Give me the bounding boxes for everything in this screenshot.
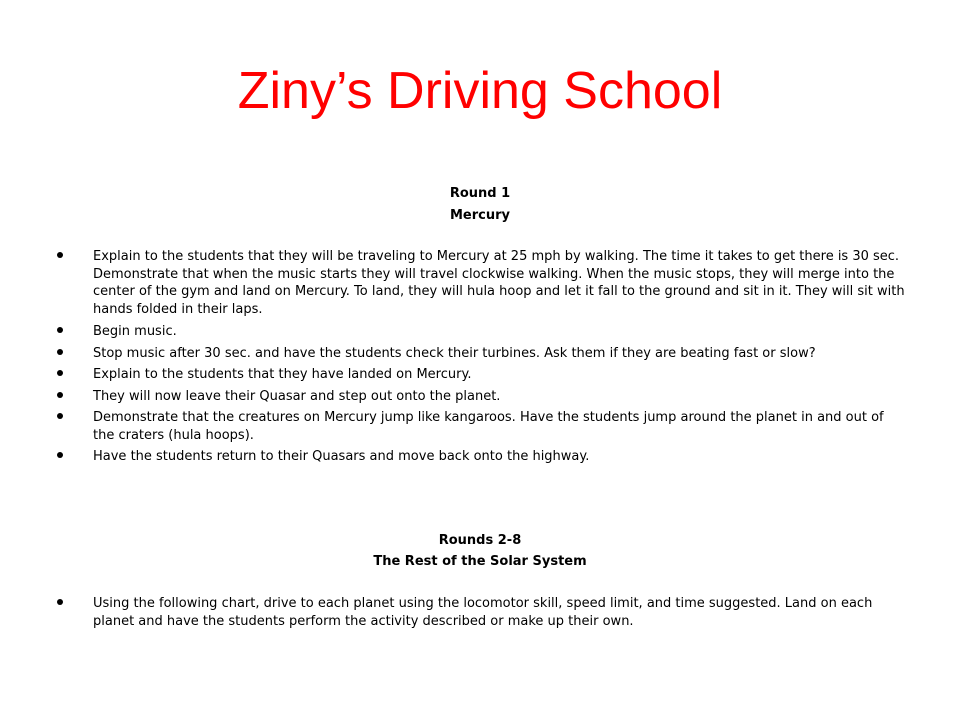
bullet-icon xyxy=(57,413,63,419)
bullet-icon xyxy=(57,327,63,333)
list-item-text: They will now leave their Quasar and step out onto the planet. xyxy=(93,388,501,404)
list-item-text: Using the following chart, drive to each planet using the locomotor skill, speed limit, and time suggested. Land on each planet and have the students perform the activity described or make up their own. xyxy=(93,596,873,629)
solar-system-heading: The Rest of the Solar System xyxy=(373,554,587,569)
list-item xyxy=(56,323,906,341)
bullet-icon xyxy=(57,392,63,398)
bullet-icon xyxy=(57,452,63,458)
list-item xyxy=(56,448,906,466)
rounds-2-8-heading: Rounds 2-8 xyxy=(438,533,522,548)
list-item xyxy=(56,409,906,444)
rounds-2-8-bullet-list xyxy=(56,595,906,634)
bullet-icon xyxy=(57,252,63,258)
list-item xyxy=(56,388,906,406)
bullet-icon xyxy=(57,349,63,355)
list-item-text: Demonstrate that the creatures on Mercury jump like kangaroos. Have the students jump around the planet in and out of the craters (hula hoops). xyxy=(93,410,884,443)
bullet-icon xyxy=(57,370,63,376)
list-item-text: Explain to the students that they have landed on Mercury. xyxy=(93,367,472,382)
list-item xyxy=(56,366,906,384)
list-item xyxy=(56,595,906,630)
round-1-bullet-list xyxy=(56,248,906,470)
list-item-text: Stop music after 30 sec. and have the students check their turbines. Ask them if they are beating fast or slow? xyxy=(93,345,816,361)
list-item-text: Begin music. xyxy=(93,324,177,339)
list-item xyxy=(56,248,906,318)
mercury-heading: Mercury xyxy=(449,208,510,223)
page-title: Ziny’s Driving School xyxy=(237,62,723,120)
list-item xyxy=(56,345,906,363)
bullet-icon xyxy=(57,599,63,605)
round-1-heading: Round 1 xyxy=(449,186,511,201)
list-item-text: Have the students return to their Quasars and move back onto the highway. xyxy=(93,449,590,464)
list-item-text: Explain to the students that they will be traveling to Mercury at 25 mph by walking. The time it takes to get there is 30 sec. Demonstrate that when the music starts they will travel clockwise walking. When the music stops, they will merge into the center of the gym and land on Mercury. To land, they will hula hoop and let it fall to the ground and sit in it. They will sit with hands folded in their laps. xyxy=(93,249,905,317)
